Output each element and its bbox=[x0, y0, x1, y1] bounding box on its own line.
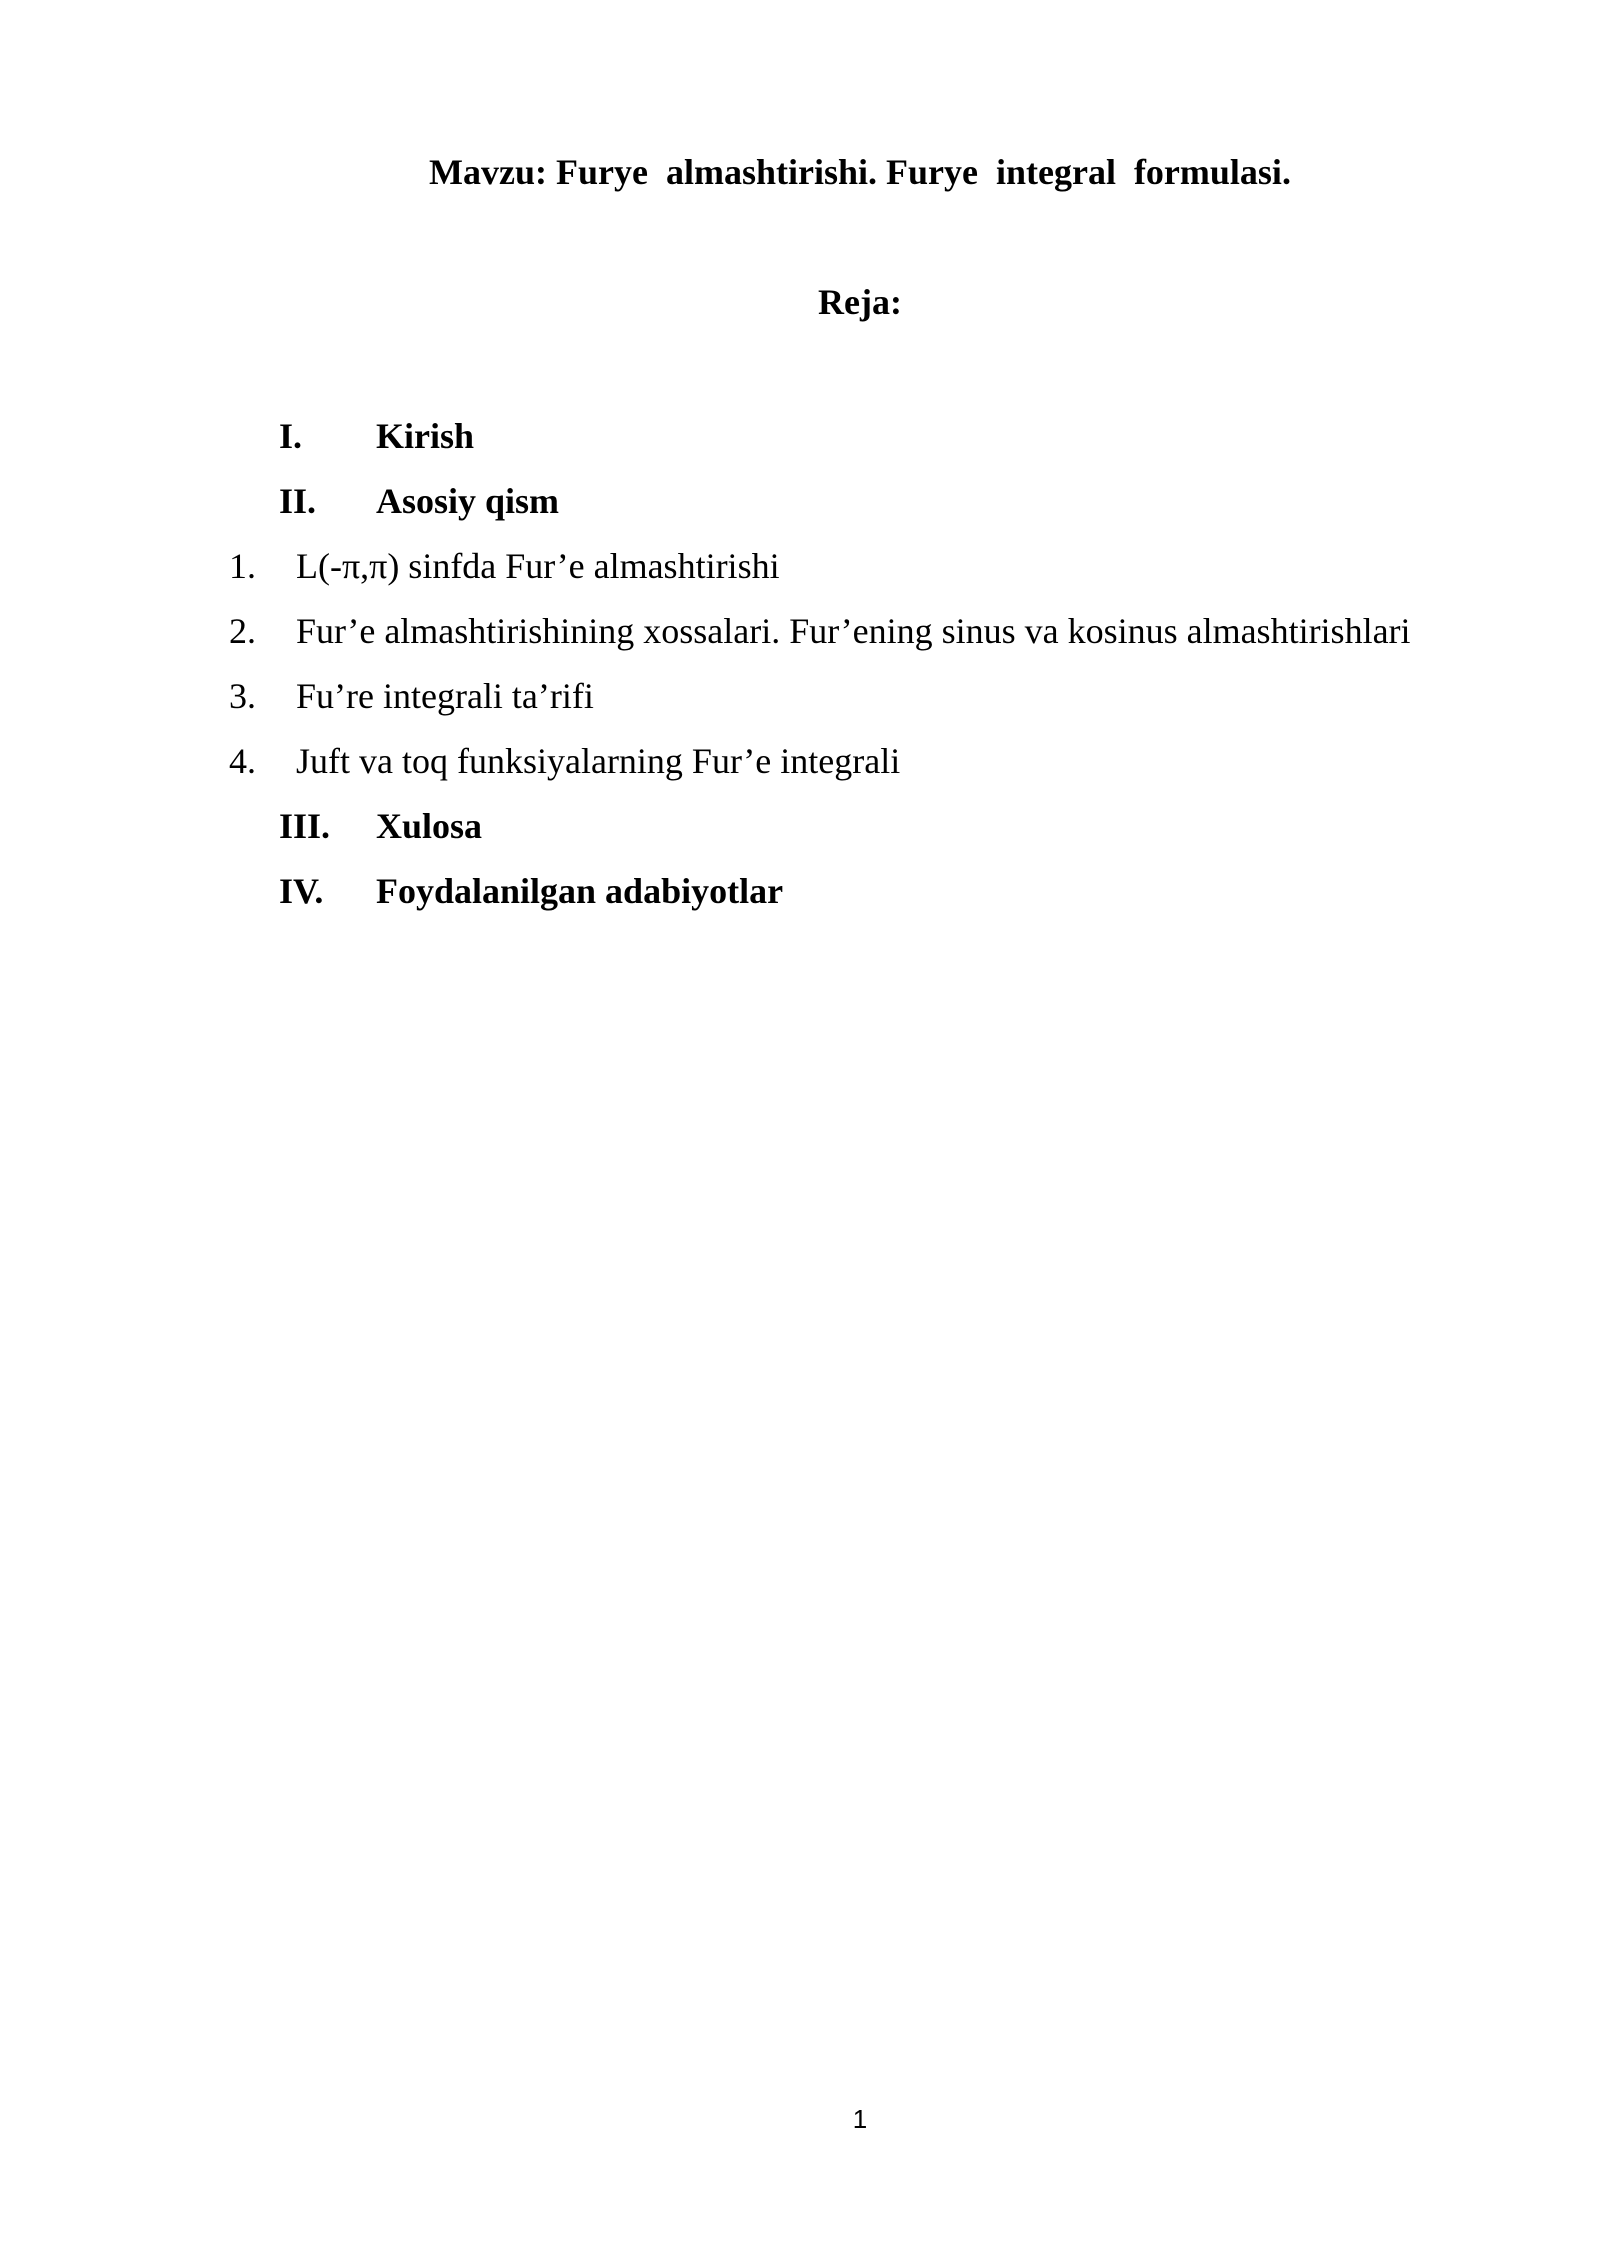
outline-marker: II. bbox=[279, 481, 317, 521]
outline-marker: 2. bbox=[229, 611, 256, 651]
page-number: 1 bbox=[852, 2104, 868, 2134]
outline-text: Fu’re integrali ta’rifi bbox=[296, 676, 594, 716]
outline-text: L(-π,π) sinfda Fur’e almashtirishi bbox=[296, 546, 780, 586]
outline-text: Fur’e almashtirishining xossalari. Fur’ening sinus va kosinus almashtirishlari bbox=[296, 611, 1411, 651]
outline-marker: IV. bbox=[279, 871, 324, 911]
document-title: Mavzu: Furye almashtirishi. Furye integral formulasi. bbox=[429, 152, 1291, 192]
outline-marker: I. bbox=[279, 416, 303, 456]
outline-text: Kirish bbox=[376, 416, 475, 456]
outline-text: Xulosa bbox=[376, 806, 483, 846]
outline-text: Asosiy qism bbox=[376, 481, 560, 521]
outline-text: Juft va toq funksiyalarning Fur’e integrali bbox=[296, 741, 901, 781]
outline-marker: 1. bbox=[229, 546, 256, 586]
outline-text: Foydalanilgan adabiyotlar bbox=[376, 871, 784, 911]
outline-marker: 4. bbox=[229, 741, 256, 781]
plan-heading: Reja: bbox=[818, 282, 902, 322]
outline-marker: 3. bbox=[229, 676, 256, 716]
outline-marker: III. bbox=[279, 806, 331, 846]
